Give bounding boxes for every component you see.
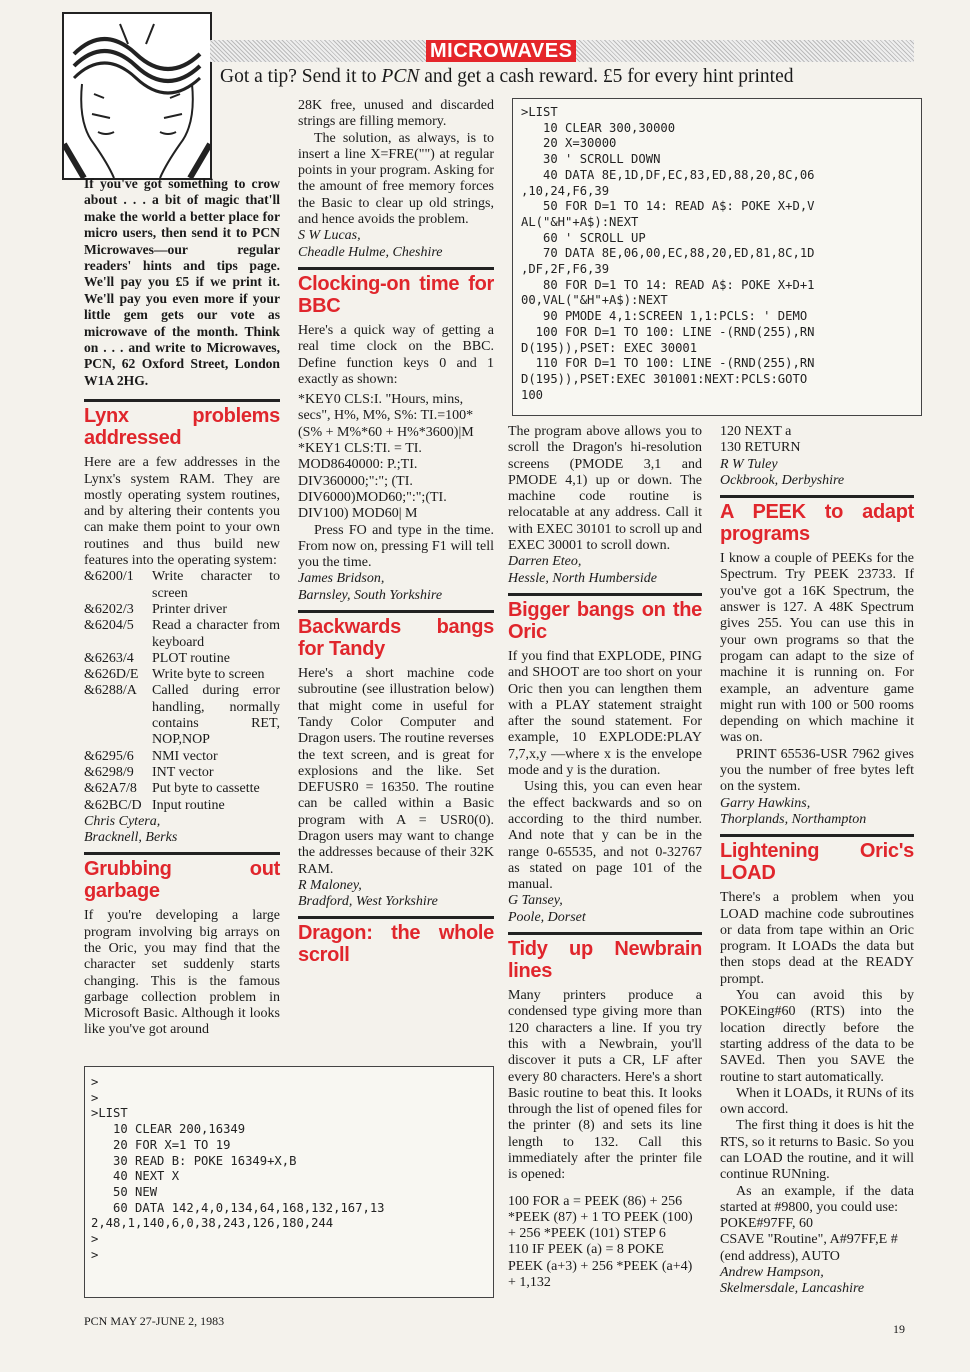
grubbing-continued: 28K free, unused and discarded strings are filling memory.: [298, 98, 494, 130]
code-line: 60 ' SCROLL UP: [521, 230, 646, 245]
newbrain-heading: Tidy up Newbrain lines: [508, 932, 702, 982]
code-line: 30 READ B: POKE 16349+X,B: [91, 1153, 297, 1168]
code-line: 50 FOR D=1 TO 14: READ A$: POKE X+D,V: [521, 199, 815, 214]
lynx-address-table: [84, 569, 280, 813]
twin-faces-icon: [64, 14, 210, 178]
dragon-scroll-listing: [512, 98, 922, 416]
code-line: ,DF,2F,F6,39: [521, 262, 610, 277]
oric-bangs-author: G Tansey,: [508, 893, 563, 909]
code-line: >: [91, 1232, 99, 1247]
lynx-heading: Lynx problems addressed: [84, 399, 280, 449]
grubbing-author: S W Lucas,: [298, 228, 361, 244]
footer-issue: PCN MAY 27-JUNE 2, 1983: [84, 1314, 225, 1328]
column-4: [720, 424, 914, 1298]
table-row: &6204/5 Read a character from keyboard: [84, 618, 280, 650]
code-line: 40 DATA 8E,1D,DF,EC,83,ED,88,20,8C,06: [521, 167, 815, 182]
lynx-author: Chris Cytera,: [84, 813, 161, 829]
tandy-listing: [84, 1066, 494, 1298]
clocking-body: Here's a quick way of getting a real time clock on the BBC. Define function keys 0 and 1 exactly as shown:: [298, 322, 494, 387]
code-line: AL("&H"+A$):NEXT: [521, 214, 639, 229]
lynx-body: Here are a few addresses in the Lynx's system RAM. They are mostly operating system routines, and by altering their contents you can make them point to your own routines and thus build new features into the operating system:: [84, 455, 280, 569]
dragon-heading: Dragon: the whole scroll: [298, 916, 494, 966]
table-row: &6202/3 Printer driver: [84, 601, 228, 617]
table-row: &626D/E Write byte to screen: [84, 667, 265, 683]
lightening-body-2: You can avoid this by POKEing#60 (RTS) into the location directly before the starting address of the data to be SAVEd. Then you SAVE the routine to start automatically.: [720, 988, 914, 1085]
clocking-key0: *KEY0 CLS:I. "Hours, mins, secs", H%, M%, S%: TI.=100* (S% + M%*60 + H%*3600)|M: [298, 392, 474, 440]
dragon-body: The program above allows you to scroll the Dragon's hi-resolution screens (PMODE 3,1 and PMODE 4,1) up or down. The machine code routine is relocatable at any address. Call it with EXEC 30101 to scroll up and EXEC 30001 to scroll down.: [508, 424, 702, 554]
clocking-instructions: Press FO and type in the time. From now on, pressing F1 will tell you the time.: [298, 522, 494, 571]
table-row: &6298/9 INT vector: [84, 764, 214, 780]
section-banner: MICROWAVES: [426, 40, 576, 62]
oric-bangs-body-2: Using this, you can even hear the effect backwards and so on according to the third number. And note that y can be in the range 0-65535, and not 0-32767 as stated on page 101 of the manual.: [508, 779, 702, 893]
peek-body: I know a couple of PEEKs for the Spectrum. Try PEEK 23733. If you've got a 16K Spectrum, the answer is 127. A 48K Spectrum gives 255. You can use this in your own programs so that the progam can adapt to the size of machine it is running on. For example, an adventure game might run with 100 or 500 rooms depending on which machine it was on.: [720, 551, 914, 746]
lightening-code-1: POKE#97FF, 60: [720, 1216, 814, 1232]
code-line: 20 FOR X=1 TO 19: [91, 1137, 231, 1152]
column-3: [508, 424, 702, 1291]
code-line: 10 CLEAR 300,30000: [521, 120, 676, 135]
code-line: 50 NEW: [91, 1184, 158, 1199]
code-line: D(195)),PSET: EXEC 30001: [521, 340, 698, 355]
peek-author: Garry Hawkins,: [720, 795, 811, 811]
lightening-body: There's a problem when you LOAD machine code subroutines or data from tape within an Oric program. It LOADs the data but then stops dead at the READY prompt.: [720, 890, 914, 987]
code-line: 10 CLEAR 200,16349: [91, 1122, 246, 1137]
clocking-author: James Bridson,: [298, 571, 385, 587]
table-row: &6288/A Called during error handling, normally contains RET, NOP,NOP: [84, 683, 280, 748]
lightening-body-5: As an example, if the data started at #9800, you could use:: [720, 1183, 914, 1215]
backwards-location: Bradford, West Yorkshire: [298, 894, 438, 910]
grubbing-body: If you're developing a large program involving big arrays on the Oric, you may find that the character set suddenly starts changing. This is the famous garbage collection problem in Microsoft Basic. Although it looks like you've got around: [84, 908, 280, 1038]
code-line: 30 ' SCROLL DOWN: [521, 152, 661, 167]
lightening-heading: Lightening Oric's LOAD: [720, 834, 914, 884]
code-line: >: [91, 1090, 99, 1105]
lightening-body-3: When it LOADs, it RUNs of its own accord.: [720, 1085, 914, 1118]
lightening-code-2: CSAVE "Routine", A#97FF,E #(end address), AUTO: [720, 1232, 898, 1264]
clocking-key1: *KEY1 CLS:TI. = TI. MOD8640000: P.;TI. DIV360000;":"; (TI. DIV6000)MOD60;":";(TI. DIV100) MOD60| M: [298, 441, 447, 522]
backwards-body: Here's a short machine code subroutine (see illustration below) that might come in useful for Tandy Color Computer and Dragon users. The routine reverses the text screen, and is great for explosions and the like. Set DEFUSR0 = 16350. The routine can be called within a Basic program with A = USR0(0). Dragon users may want to change the addresses because of their 32K RAM.: [298, 666, 494, 877]
table-row: &6200/1 Write character to screen: [84, 569, 280, 601]
code-line: >: [91, 1075, 99, 1089]
lightening-body-4: The first thing it does is hit the RTS, so it returns to Basic. So you can LOAD the routine, and it will continue RUNning.: [720, 1118, 914, 1183]
newbrain-author: R W Tuley: [720, 456, 778, 472]
code-line: >LIST: [521, 105, 558, 119]
peek-heading: A PEEK to adapt programs: [720, 495, 914, 545]
code-line: 60 DATA 142,4,0,134,64,168,132,167,13: [91, 1200, 385, 1215]
dragon-location: Hessle, North Humberside: [508, 570, 657, 586]
code-line: >LIST: [91, 1106, 128, 1121]
code-line: 80 FOR D=1 TO 14: READ A$: POKE X+D+1: [521, 277, 815, 292]
lynx-location: Bracknell, Berks: [84, 830, 178, 846]
code-line: 2,48,1,140,6,0,38,243,126,180,244: [91, 1216, 334, 1231]
peek-body-2: PRINT 65536-USR 7962 gives you the number of free bytes left on the system.: [720, 746, 914, 795]
page-number: 19: [893, 1322, 905, 1336]
column-1: [84, 176, 280, 1039]
grubbing-heading: Grubbing out garbage: [84, 852, 280, 902]
code-line: ,10,24,F6,39: [521, 183, 610, 198]
code-line: 100: [521, 387, 544, 402]
clocking-location: Barnsley, South Yorkshire: [298, 587, 443, 603]
tagline: Got a tip? Send it to PCN and get a cash reward. £5 for every hint printed: [220, 66, 794, 87]
code-line: 00,VAL("&H"+A$):NEXT: [521, 293, 668, 308]
backwards-author: R Maloney,: [298, 877, 362, 893]
code-line: 70 DATA 8E,06,00,EC,88,20,ED,81,8C,1D: [521, 246, 815, 261]
lightening-location: Skelmersdale, Lancashire: [720, 1281, 865, 1297]
table-row: &6295/6 NMI vector: [84, 748, 218, 764]
oric-bangs-heading: Bigger bangs on the Oric: [508, 593, 702, 643]
newbrain-code-100: 100 FOR a = PEEK (86) + 256 *PEEK (87) + 1 TO PEEK (100) + 256 *PEEK (101) STEP 6: [508, 1193, 693, 1242]
newbrain-code-120: 120 NEXT a: [720, 424, 792, 439]
code-line: 110 FOR D=1 TO 100: LINE -(RND(255),RN: [521, 356, 815, 371]
grubbing-location: Cheadle Hulme, Cheshire: [298, 244, 443, 260]
intro-text: If you've got something to crow about . . . a bit of magic that'll make the world a better place for micro users, then send it to PCN Microwaves—our regular readers' hints and tips page. We'll pay you £5 if we print it. We'll pay you even more if your little gem gets our vote as microwave of the month. Think on . . . and write to Microwaves, PCN, 62 Oxford Street, London W1A 2HG.: [84, 176, 280, 388]
table-row: &62A7/8 Put byte to cassette: [84, 781, 260, 797]
oric-bangs-location: Poole, Dorset: [508, 909, 586, 925]
table-row: &6263/4 PLOT routine: [84, 650, 230, 666]
clocking-heading: Clocking-on time for BBC: [298, 267, 494, 317]
grubbing-solution: The solution, as always, is to insert a line X=FRE("") at regular points in your program. Asking for the amount of free memory forces the Basic to clear up old strings, and hence avoids the problem.: [298, 130, 494, 228]
table-row: &62BC/D Input routine: [84, 797, 225, 813]
oric-bangs-body: If you find that EXPLODE, PING and SHOOT are too short on your Oric then you can lengthen them with a PLAY statement straight after the sound statement. For example, 10 EXPLODE:PLAY 7,7,x,y —where x is the envelope mode and y is the duration.: [508, 648, 702, 779]
peek-location: Thorplands, Northampton: [720, 811, 867, 827]
newbrain-location: Ockbrook, Derbyshire: [720, 472, 845, 488]
code-line: 100 FOR D=1 TO 100: LINE -(RND(255),RN: [521, 324, 815, 339]
newbrain-code-110: 110 IF PEEK (a) = 8 POKE PEEK (a+3) + 256 *PEEK (a+4) + 1,132: [508, 1242, 693, 1291]
column-2: [298, 98, 494, 972]
code-line: 20 X=30000: [521, 136, 617, 151]
code-line: 90 PMODE 4,1:SCREEN 1,1:PCLS: ' DEMO: [521, 309, 808, 324]
code-line: D(195)),PSET:EXEC 301001:NEXT:PCLS:GOTO: [521, 371, 808, 386]
code-line: 40 NEXT X: [91, 1169, 180, 1184]
dragon-author: Darren Eteo,: [508, 554, 582, 570]
lightening-author: Andrew Hampson,: [720, 1265, 824, 1281]
header-illustration: [62, 12, 212, 180]
backwards-heading: Backwards bangs for Tandy: [298, 610, 494, 660]
newbrain-code-130: 130 RETURN: [720, 440, 801, 456]
code-line: >: [91, 1247, 99, 1262]
newbrain-body: Many printers produce a condensed type giving more than 120 characters a line. If you try this with a Newbrain, you'll discover it puts a CR, LF after every 80 characters. Here's a short Basic routine to beat this. It looks through the list of opened files for the printer (8) and sets its line length to 132. Call this immediately after the printer file is opened:: [508, 988, 702, 1183]
